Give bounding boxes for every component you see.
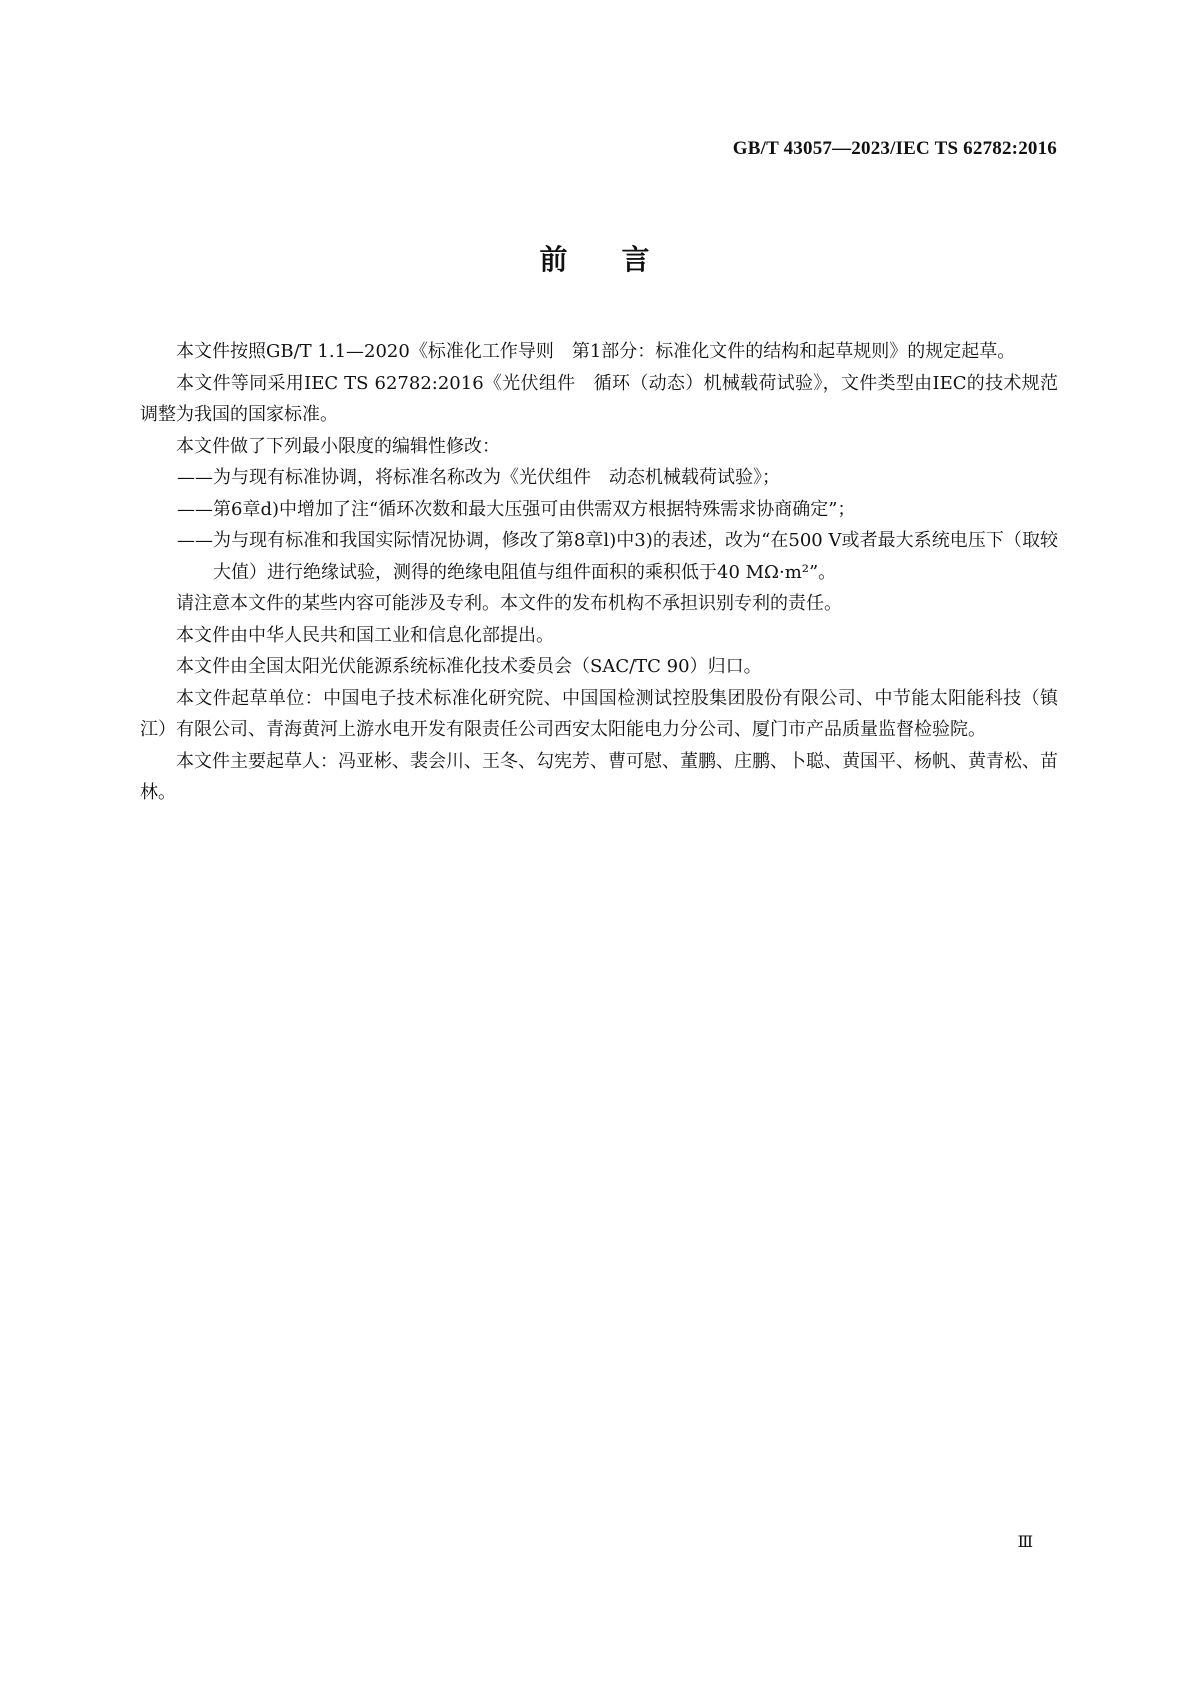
page-title [0, 238, 1191, 278]
foreword-body [140, 336, 1058, 809]
paragraph-adoption: 本文件等同采用IEC TS 62782:2016《光伏组件 循环（动态）机械载荷试验》，文件类型由IEC的技术规范调整为我国的国家标准。 [140, 372, 1058, 425]
paragraph-proposer: 本文件由中华人民共和国工业和信息化部提出。 [176, 624, 554, 646]
paragraph-modifications-intro: 本文件做了下列最小限度的编辑性修改： [176, 435, 500, 457]
modification-item: ——第6章d)中增加了注“循环次数和最大压强可由供需双方根据特殊需求协商确定”； [177, 498, 856, 520]
title-char-2: 言 [621, 243, 652, 276]
paragraph-drafting-rules: 本文件按照GB/T 1.1—2020《标准化工作导则 第1部分：标准化文件的结构和起草规则》的规定起草。 [176, 341, 1016, 362]
standard-number-header: GB/T 43057—2023/IEC TS 62782:2016 [732, 138, 1057, 159]
modification-item: ——为与现有标准协调，将标准名称改为《光伏组件 动态机械载荷试验》； [177, 467, 780, 488]
paragraph-drafters: 本文件主要起草人：冯亚彬、裴会川、王冬、勾宪芳、曹可慰、董鹏、庄鹏、卜聪、黄国平、杨帆、黄青松、苗林。 [140, 750, 1058, 803]
title-char-1: 前 [539, 243, 570, 276]
modification-item: ——为与现有标准和我国实际情况协调，修改了第8章l)中3)的表述，改为“在500 V或者最大系统电压下（取较大值）进行绝缘试验，测得的绝缘电阻值与组件面积的乘积低于40 MΩ·m²”。 [177, 530, 1058, 583]
page-number: Ⅲ [1017, 1534, 1033, 1551]
paragraph-patent-notice: 请注意本文件的某些内容可能涉及专利。本文件的发布机构不承担识别专利的责任。 [176, 593, 842, 614]
paragraph-drafting-units: 本文件起草单位：中国电子技术标准化研究院、中国国检测试控股集团股份有限公司、中节能太阳能科技（镇江）有限公司、青海黄河上游水电开发有限责任公司西安太阳能电力分公司、厦门市产品质量监督检验院。 [140, 687, 1058, 740]
paragraph-committee: 本文件由全国太阳光伏能源系统标准化技术委员会（SAC/TC 90）归口。 [176, 656, 762, 677]
